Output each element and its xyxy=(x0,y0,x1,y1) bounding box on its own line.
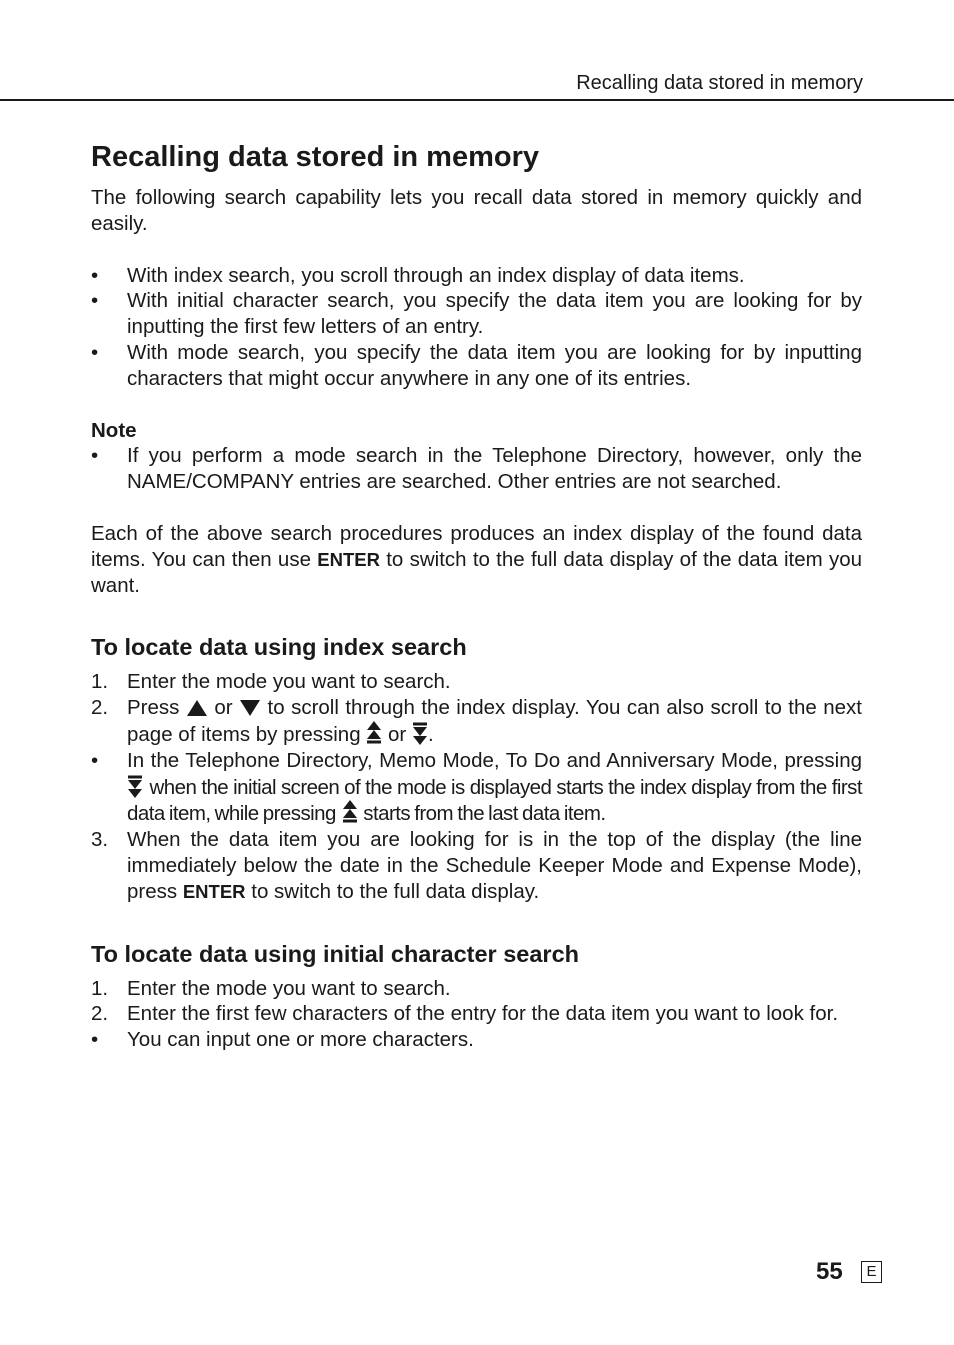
up-arrow-key-icon xyxy=(186,699,208,717)
list-item: 3. When the data item you are looking for is in the top of the display (the line immediately below the date in the Schedule Keeper Mode and Expense Mode), press ENTER to switch to the full data display. xyxy=(91,828,862,903)
list-item: 1. Enter the mode you want to search. xyxy=(91,976,451,1000)
intro-paragraph: The following search capability lets you recall data stored in memory quickly and easily. xyxy=(91,186,862,235)
initial-search-heading: To locate data using initial character search xyxy=(91,940,580,967)
list-item: 1. Enter the mode you want to search. xyxy=(91,670,451,694)
summary-paragraph: Each of the above search procedures produces an index display of the found data items. You can then use ENTER to switch to the full data display of the data item you want. xyxy=(91,521,863,597)
list-item: • If you perform a mode search in the Telephone Directory, however, only the NAME/COMPANY entries are searched. Other entries are not searched. xyxy=(91,444,862,494)
list-item: 2. Press or to scroll through the index display. You can also scroll to the next page of items by pressing or . xyxy=(91,696,863,746)
page-down-key-icon xyxy=(412,721,428,745)
header-rule xyxy=(0,99,954,101)
note-list xyxy=(91,443,862,495)
page-up-key-icon xyxy=(366,721,382,745)
list-item: 2. Enter the first few characters of the entry for the data item you want to look for. xyxy=(91,1002,839,1026)
language-badge: E xyxy=(861,1261,882,1283)
enter-key-label: ENTER xyxy=(182,880,246,902)
note-label: Note xyxy=(91,418,137,442)
page-number: 55 xyxy=(816,1258,843,1285)
list-item: • In the Telephone Directory, Memo Mode, To Do and Anniversary Mode, pressing when the initial screen of the mode is displayed starts the index display from the first data item, while pressing starts from the last data item. xyxy=(91,748,862,826)
page-content xyxy=(91,138,862,1053)
list-item: • With initial character search, you specify the data item you are looking for by inputting the first few letters of an entry. xyxy=(91,289,862,339)
page-up-key-icon xyxy=(342,800,358,824)
down-arrow-key-icon xyxy=(239,699,261,717)
list-item: • With index search, you scroll through an index display of data items. xyxy=(91,263,745,287)
index-search-heading: To locate data using index search xyxy=(91,634,467,661)
page-title: Recalling data stored in memory xyxy=(91,141,540,173)
initial-search-steps xyxy=(91,976,862,1053)
list-item: • You can input one or more characters. xyxy=(91,1028,474,1052)
index-search-steps xyxy=(91,669,862,904)
page-down-key-icon xyxy=(127,774,143,798)
running-header: Recalling data stored in memory xyxy=(576,72,863,94)
capability-list xyxy=(91,263,862,392)
list-item: • With mode search, you specify the data item you are looking for by inputting characters that might occur anywhere in any one of its entries. xyxy=(91,340,862,390)
enter-key-label: ENTER xyxy=(317,548,380,570)
